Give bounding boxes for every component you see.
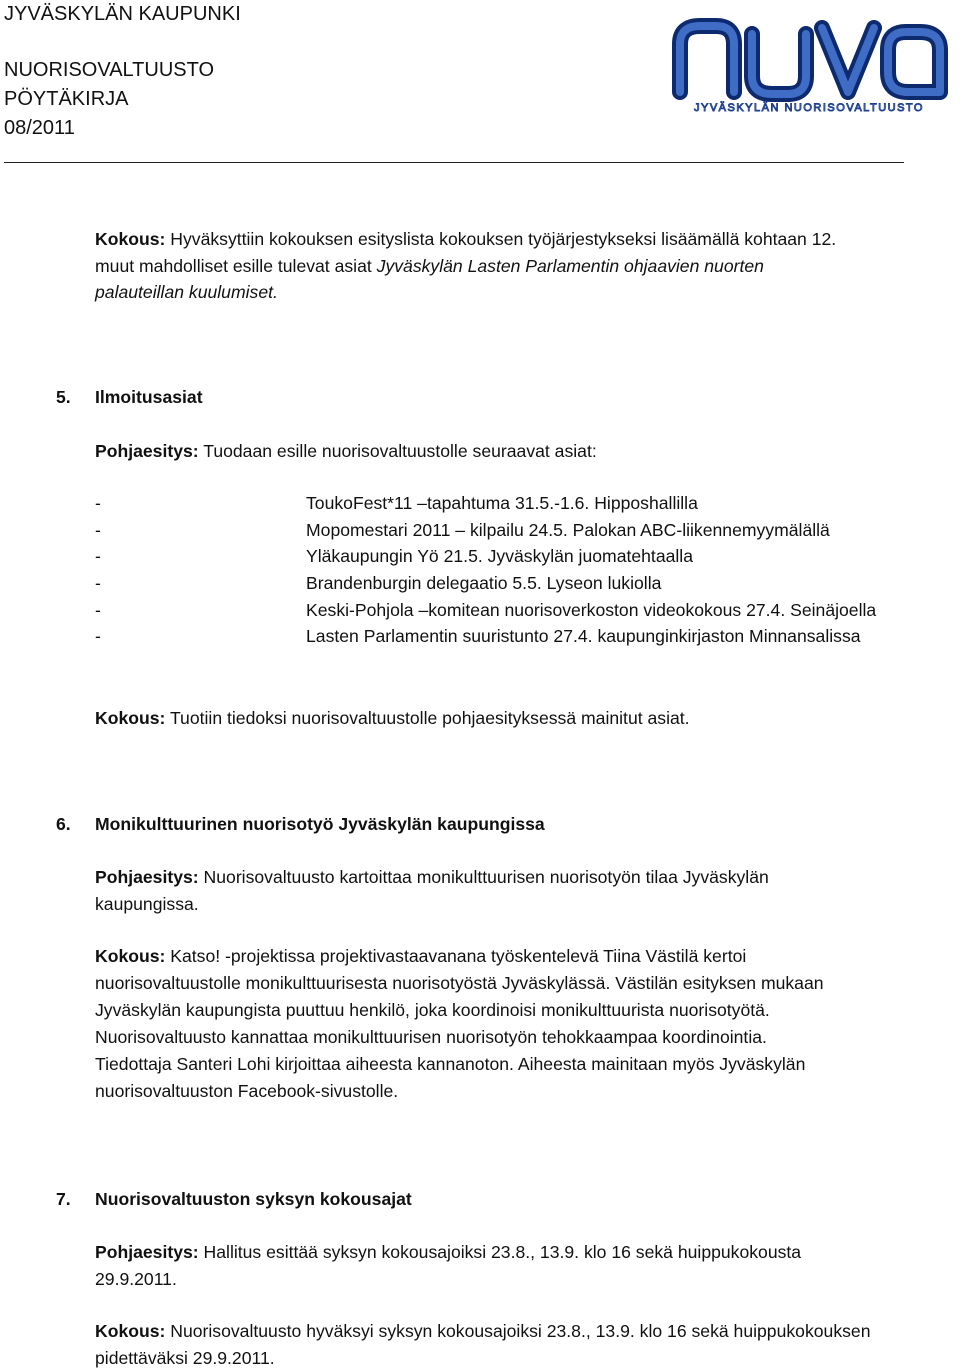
header-divider (4, 162, 904, 163)
bullet-dash: - (95, 600, 101, 620)
s7-kokous-label: Kokous: (95, 1321, 166, 1341)
s6-pohjaesitys-line2: kaupungissa. (95, 894, 199, 914)
list-item: Brandenburgin delegaatio 5.5. Lyseon lukiolla (306, 573, 662, 593)
bullet-dash: - (95, 573, 101, 593)
list-item: Keski-Pohjola –komitean nuorisoverkoston videokokous 27.4. Seinäjoella (306, 600, 877, 620)
s7-title: Nuorisovaltuuston syksyn kokousajat (95, 1189, 412, 1209)
nuva-logo (668, 14, 950, 114)
s7-pohjaesitys-label: Pohjaesitys: (95, 1242, 199, 1262)
s7-kokous-line1 (95, 1318, 871, 1344)
s5-kokous-label: Kokous: (95, 708, 166, 728)
s5-pohjaesitys-text: Tuodaan esille nuorisovaltuustolle seuraavat asiat: (203, 441, 597, 461)
header-dept: NUORISOVALTUUSTO (4, 59, 215, 81)
s6-kokous-line5: Tiedottaja Santeri Lohi kirjoittaa aiheesta kannanoton. Aiheesta mainitaan myös Jyväskylän (95, 1054, 806, 1074)
s6-kokous-label: Kokous: (95, 946, 166, 966)
s7-pohjaesitys-line2: 29.9.2011. (95, 1269, 177, 1289)
s6-pohjaesitys-text: Nuorisovaltuusto kartoittaa monikulttuurisen nuorisotyön tilaa Jyväskylän (203, 867, 769, 887)
list-item: ToukoFest*11 –tapahtuma 31.5.-1.6. Hipposhallilla (306, 493, 698, 513)
s6-pohjaesitys-line1 (95, 864, 769, 890)
s6-kokous-line2: nuorisovaltuustolle monikulttuurisesta nuorisotyöstä Jyväskylässä. Västilän esityksen mukaan (95, 973, 824, 993)
list-item: Lasten Parlamentin suuristunto 27.4. kaupunginkirjaston Minnansalissa (306, 626, 861, 646)
s5-pohjaesitys (95, 438, 597, 464)
s7-kokous-text: Nuorisovaltuusto hyväksyi syksyn kokousajoiksi 23.8., 13.9. klo 16 sekä huippukokouksen (170, 1321, 871, 1341)
s5-kokous (95, 705, 690, 731)
s6-title: Monikulttuurinen nuorisotyö Jyväskylän kaupungissa (95, 814, 545, 834)
s6-kokous-line3: Jyväskylän kaupungista puuttuu henkilö, joka koordinoisi monikulttuurista nuorisotyötä. (95, 1000, 770, 1020)
s4-kokous-line2: muut mahdolliset esille tulevat asiat Jyväskylän Lasten Parlamentin ohjaavien nuorten (95, 256, 764, 276)
s5-kokous-text: Tuotiin tiedoksi nuorisovaltuustolle pohjaesityksessä mainitut asiat. (169, 708, 690, 728)
logo-tagline: JYVÄSKYLÄN NUORISOVALTUUSTO (694, 102, 924, 114)
s6-kokous-text: Katso! -projektissa projektivastaavanana työskentelevä Tiina Västilä kertoi (170, 946, 747, 966)
s7-number: 7. (56, 1189, 71, 1209)
s7-kokous-line2: pidettäväksi 29.9.2011. (95, 1348, 275, 1368)
s4-kokous-label: Kokous: (95, 229, 166, 249)
s5-pohjaesitys-label: Pohjaesitys: (95, 441, 199, 461)
s6-kokous-line4: Nuorisovaltuusto kannattaa monikulttuurisen nuorisotyön tehokkaampaa koordinointia. (95, 1027, 767, 1047)
bullet-dash: - (95, 520, 101, 540)
s4-kokous-line3: palauteillan kuulumiset. (95, 282, 278, 302)
header-org: JYVÄSKYLÄN KAUPUNKI (4, 3, 241, 25)
s5-title: Ilmoitusasiat (95, 387, 203, 407)
header-doc-type: PÖYTÄKIRJA (4, 88, 129, 110)
s7-pohjaesitys-text: Hallitus esittää syksyn kokousajoiksi 23.8., 13.9. klo 16 sekä huippukokousta (203, 1242, 802, 1262)
bullet-dash: - (95, 493, 101, 513)
s7-pohjaesitys-line1 (95, 1239, 801, 1265)
bullet-dash: - (95, 546, 101, 566)
s5-number: 5. (56, 387, 71, 407)
bullet-dash: - (95, 626, 101, 646)
s4-kokous-line1 (95, 226, 836, 252)
s4-kokous-text: Hyväksyttiin kokouksen esityslista kokouksen työjärjestykseksi lisäämällä kohtaan 12. (170, 229, 837, 249)
s6-kokous-line1 (95, 943, 746, 969)
s6-number: 6. (56, 814, 71, 834)
s6-kokous-line6: nuorisovaltuuston Facebook-sivustolle. (95, 1081, 399, 1101)
s6-pohjaesitys-label: Pohjaesitys: (95, 867, 199, 887)
header-doc-number: 08/2011 (4, 117, 75, 139)
list-item: Mopomestari 2011 – kilpailu 24.5. Palokan ABC-liikennemyymälällä (306, 520, 830, 540)
list-item: Yläkaupungin Yö 21.5. Jyväskylän juomatehtaalla (306, 546, 693, 566)
